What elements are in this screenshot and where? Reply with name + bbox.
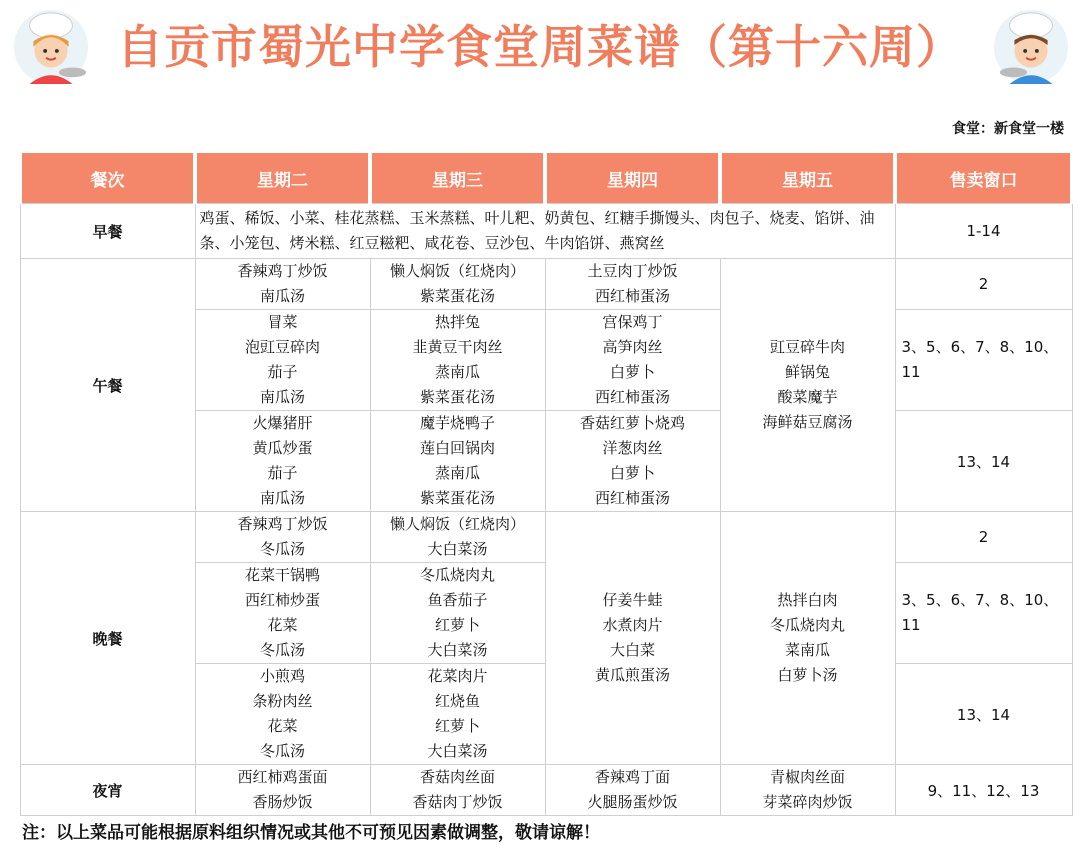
dish-item: 南瓜汤 xyxy=(259,388,305,406)
dish-item: 青椒肉丝面 xyxy=(769,768,845,786)
dish-item: 冬瓜汤 xyxy=(259,540,305,558)
dish-item: 紫菜蛋花汤 xyxy=(419,287,495,305)
menu-table xyxy=(18,153,1074,816)
window-number: 1-14 xyxy=(895,204,1072,259)
dish-item: 西红柿蛋汤 xyxy=(594,489,670,507)
dish-item: 茄子 xyxy=(267,464,298,482)
dish-item: 西红柿鸡蛋面 xyxy=(237,768,328,786)
dish-item: 芽菜碎肉炒饭 xyxy=(762,793,853,811)
meal-label: 夜宵 xyxy=(20,765,195,816)
dish-item: 南瓜汤 xyxy=(259,489,305,507)
dish-item: 火腿肠蛋炒饭 xyxy=(587,793,678,811)
dish-item: 香菇肉丝面 xyxy=(419,768,495,786)
dish-cell xyxy=(720,765,895,816)
dish-cell xyxy=(545,512,720,765)
dish-item: 海鲜菇豆腐汤 xyxy=(762,413,853,431)
dish-item: 蒸南瓜 xyxy=(434,464,480,482)
dish-item: 茄子 xyxy=(267,363,298,381)
column-header: 星期二 xyxy=(195,153,370,204)
meal-label: 午餐 xyxy=(20,259,195,512)
dish-item: 黄瓜炒蛋 xyxy=(252,439,313,457)
dish-item: 红萝卜 xyxy=(434,717,480,735)
window-number: 2 xyxy=(895,512,1072,563)
dish-item: 花菜肉片 xyxy=(427,667,488,685)
dish-item: 火爆猪肝 xyxy=(252,414,313,432)
footer-note: 注：以上菜品可能根据原料组织情况或其他不可预见因素做调整，敬请谅解！ xyxy=(22,823,600,843)
dish-item: 香辣鸡丁炒饭 xyxy=(237,262,328,280)
dish-item: 紫菜蛋花汤 xyxy=(419,388,495,406)
breakfast-items-text: 鸡蛋、稀饭、小菜、桂花蒸糕、玉米蒸糕、叶儿粑、奶黄包、红糖手撕馒头、肉包子、烧麦、馅饼、油条、小笼包、烤米糕、红豆糍粑、咸花卷、豆沙包、牛肉馅饼、燕窝丝 xyxy=(199,209,875,252)
dish-item: 香辣鸡丁炒饭 xyxy=(237,515,328,533)
dish-item: 菜南瓜 xyxy=(784,641,830,659)
dish-cell xyxy=(545,259,720,310)
dish-cell xyxy=(370,310,545,411)
dish-item: 冬瓜烧肉丸 xyxy=(419,566,495,584)
dish-item: 冬瓜烧肉丸 xyxy=(769,616,845,634)
dish-item: 蒸南瓜 xyxy=(434,363,480,381)
dish-cell xyxy=(195,512,370,563)
dish-item: 红萝卜 xyxy=(434,616,480,634)
dish-cell xyxy=(195,563,370,664)
canteen-location: 食堂：新食堂一楼 xyxy=(952,121,1064,137)
dish-item: 鱼香茄子 xyxy=(427,591,488,609)
dish-item: 酸菜魔芋 xyxy=(777,388,838,406)
column-header: 星期四 xyxy=(545,153,720,204)
dish-item: 热拌白肉 xyxy=(777,591,838,609)
column-header: 餐次 xyxy=(20,153,195,204)
dish-cell xyxy=(195,664,370,765)
table-row xyxy=(20,204,1072,259)
dish-cell xyxy=(195,310,370,411)
dish-cell xyxy=(545,411,720,512)
dish-item: 高笋肉丝 xyxy=(602,338,663,356)
dish-cell xyxy=(370,765,545,816)
dish-item: 条粉肉丝 xyxy=(252,692,313,710)
table-header-row xyxy=(20,153,1072,204)
meal-label: 晚餐 xyxy=(20,512,195,765)
page-header xyxy=(0,0,1080,100)
dish-item: 大白菜汤 xyxy=(427,742,488,760)
dish-item: 西红柿蛋汤 xyxy=(594,388,670,406)
dish-cell xyxy=(545,310,720,411)
window-number-text: 3、5、6、7、8、10、11 xyxy=(901,591,1059,634)
dish-item: 黄瓜煎蛋汤 xyxy=(594,666,670,684)
dish-item: 紫菜蛋花汤 xyxy=(419,489,495,507)
dish-item: 冬瓜汤 xyxy=(259,641,305,659)
column-header: 星期三 xyxy=(370,153,545,204)
dish-item: 懒人焖饭（红烧肉） xyxy=(389,262,525,280)
dish-cell xyxy=(370,411,545,512)
dish-item: 魔芋烧鸭子 xyxy=(419,414,495,432)
window-number: 9、11、12、13 xyxy=(895,765,1072,816)
window-number xyxy=(895,310,1072,411)
dish-cell xyxy=(195,765,370,816)
table-row xyxy=(20,259,1072,310)
dish-item: 香辣鸡丁面 xyxy=(594,768,670,786)
dish-item: 洋葱肉丝 xyxy=(602,439,663,457)
dish-item: 白萝卜汤 xyxy=(777,666,838,684)
page-title: 自贡市蜀光中学食堂周菜谱（第十六周） xyxy=(117,20,963,74)
dish-item: 豇豆碎牛肉 xyxy=(769,338,845,356)
table-row xyxy=(20,512,1072,563)
window-number xyxy=(895,563,1072,664)
dish-cell xyxy=(370,259,545,310)
dish-item: 红烧鱼 xyxy=(434,692,480,710)
dish-item: 香菇肉丁炒饭 xyxy=(412,793,503,811)
dish-item: 韭黄豆干肉丝 xyxy=(412,338,503,356)
dish-item: 花菜 xyxy=(267,616,298,634)
window-number: 13、14 xyxy=(895,411,1072,512)
dish-item: 宫保鸡丁 xyxy=(602,313,663,331)
dish-cell xyxy=(195,259,370,310)
dish-item: 莲白回锅肉 xyxy=(419,439,495,457)
dish-item: 懒人焖饭（红烧肉） xyxy=(389,515,525,533)
dish-item: 仔姜牛蛙 xyxy=(602,591,663,609)
dish-item: 西红柿蛋汤 xyxy=(594,287,670,305)
dish-cell xyxy=(370,664,545,765)
table-row xyxy=(20,765,1072,816)
dish-item: 白萝卜 xyxy=(609,363,655,381)
dish-item: 白萝卜 xyxy=(609,464,655,482)
dish-item: 西红柿炒蛋 xyxy=(244,591,320,609)
dish-item: 南瓜汤 xyxy=(259,287,305,305)
dish-item: 香肠炒饭 xyxy=(252,793,313,811)
chef-avatar-icon xyxy=(12,8,90,86)
dish-item: 水煮肉片 xyxy=(602,616,663,634)
breakfast-items xyxy=(195,204,895,259)
dish-item: 冬瓜汤 xyxy=(259,742,305,760)
dish-cell xyxy=(545,765,720,816)
dish-item: 花菜干锅鸭 xyxy=(244,566,320,584)
dish-item: 热拌兔 xyxy=(434,313,480,331)
dish-item: 花菜 xyxy=(267,717,298,735)
column-header: 星期五 xyxy=(720,153,895,204)
dish-item: 香菇红萝卜烧鸡 xyxy=(579,414,685,432)
dish-cell xyxy=(720,512,895,765)
dish-cell xyxy=(370,512,545,563)
dish-item: 大白菜汤 xyxy=(427,540,488,558)
window-number-text: 3、5、6、7、8、10、11 xyxy=(901,338,1059,381)
dish-item: 小煎鸡 xyxy=(259,667,305,685)
meal-label: 早餐 xyxy=(20,204,195,259)
chef-avatar-icon xyxy=(992,8,1070,86)
dish-item: 泡豇豆碎肉 xyxy=(244,338,320,356)
dish-item: 大白菜 xyxy=(609,641,655,659)
dish-item: 冒菜 xyxy=(267,313,298,331)
window-number: 2 xyxy=(895,259,1072,310)
dish-item: 土豆肉丁炒饭 xyxy=(587,262,678,280)
dish-cell xyxy=(370,563,545,664)
window-number: 13、14 xyxy=(895,664,1072,765)
dish-cell xyxy=(720,259,895,512)
dish-item: 大白菜汤 xyxy=(427,641,488,659)
dish-cell xyxy=(195,411,370,512)
column-header: 售卖窗口 xyxy=(895,153,1072,204)
dish-item: 鲜锅兔 xyxy=(784,363,830,381)
